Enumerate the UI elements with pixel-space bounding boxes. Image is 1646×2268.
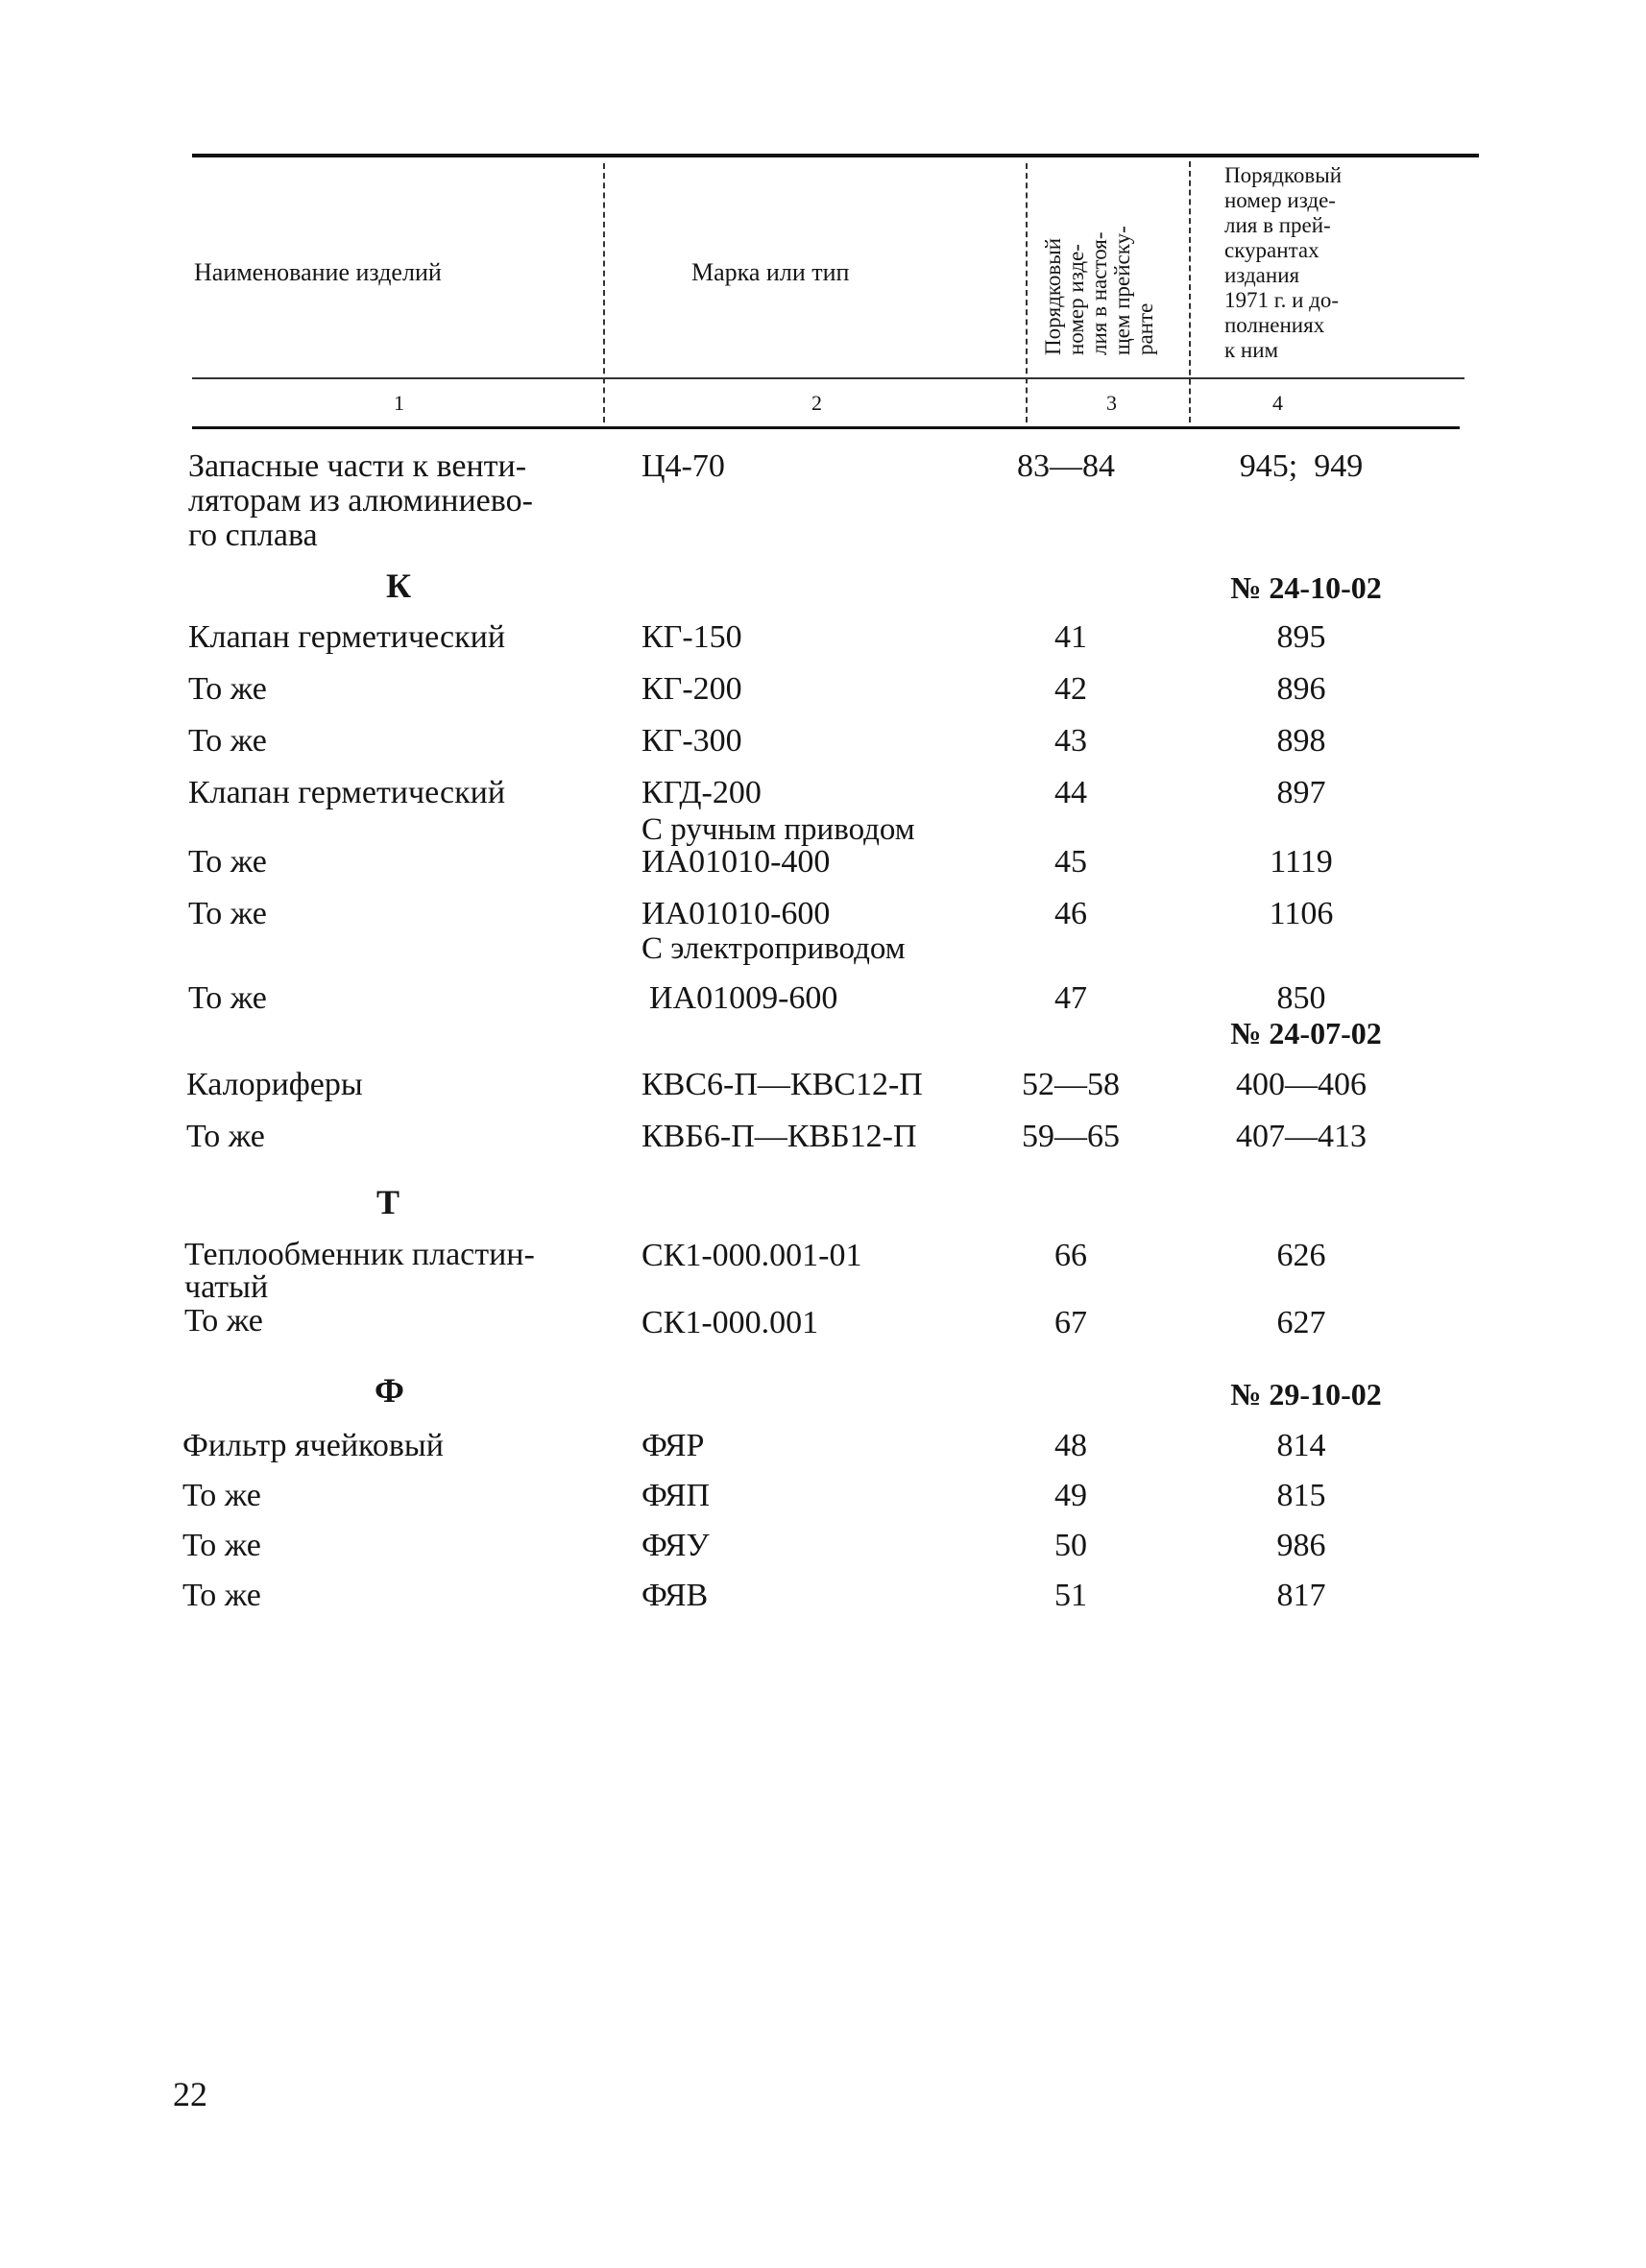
row-name: Клапан герметический (188, 775, 506, 810)
row-previous-number: 1106 (1269, 896, 1334, 931)
row-name: То же (182, 1478, 261, 1513)
row-number: 45 (1054, 844, 1087, 880)
row-previous-number: 945; 949 (1239, 448, 1364, 484)
row-previous-number: 815 (1276, 1478, 1326, 1513)
header-separator-3 (1189, 161, 1191, 422)
row-mark: ФЯУ (641, 1528, 710, 1563)
row-number: 52—58 (1022, 1067, 1120, 1102)
row-mark: ИА01010-600 (641, 896, 831, 931)
row-name: То же (184, 1303, 263, 1339)
row-name: То же (188, 896, 267, 931)
row-previous-number: 814 (1276, 1428, 1326, 1463)
row-name: Теплообменник пластин- чатый (184, 1237, 535, 1305)
row-number: 43 (1054, 723, 1087, 759)
price-list-number: № 24-10-02 (1230, 570, 1382, 605)
row-number: 47 (1054, 980, 1087, 1016)
row-previous-number: 1119 (1270, 844, 1333, 880)
column-number-4: 4 (1272, 391, 1283, 415)
column-number-2: 2 (811, 391, 822, 415)
row-previous-number: 896 (1276, 671, 1326, 707)
row-previous-number: 986 (1276, 1528, 1326, 1563)
row-name: То же (188, 671, 267, 707)
page-number: 22 (173, 2075, 207, 2113)
row-name: То же (182, 1528, 261, 1563)
header-col3: Порядковый номер изде- лия в настоя- щем прейску- ранте (1041, 226, 1157, 355)
row-name: То же (188, 723, 267, 759)
row-previous-number: 817 (1276, 1578, 1326, 1613)
row-mark: КГ-200 (641, 671, 742, 707)
section-letter: К (386, 567, 412, 605)
header-top-rule (192, 154, 1479, 157)
row-number: 83—84 (1017, 448, 1115, 484)
row-previous-number: 407—413 (1236, 1119, 1367, 1154)
price-list-number: № 29-10-02 (1230, 1377, 1382, 1411)
header-separator-2 (1026, 163, 1028, 422)
row-mark: КВС6-П—КВС12-П (641, 1067, 923, 1102)
row-number: 42 (1054, 671, 1087, 707)
row-number: 67 (1054, 1305, 1087, 1340)
row-mark: СК1-000.001-01 (641, 1238, 862, 1273)
column-number-3: 3 (1106, 391, 1117, 415)
row-name: Клапан герметический (188, 619, 506, 655)
header-separator-1 (603, 163, 605, 422)
row-number: 46 (1054, 896, 1087, 931)
drive-type-caption: С электроприводом (641, 931, 906, 966)
row-mark: КГ-300 (641, 723, 742, 759)
row-number: 41 (1054, 619, 1087, 655)
row-mark: Ц4-70 (641, 448, 725, 484)
header-bottom-rule (192, 377, 1464, 379)
row-name: Фильтр ячейковый (182, 1428, 444, 1463)
row-mark: КГ-150 (641, 619, 742, 655)
header-col4: Порядковый номер изде- лия в прей- скурантах издания 1971 г. и до- полнениях к ним (1224, 163, 1343, 362)
header-col1: Наименование изделий (194, 258, 442, 286)
row-previous-number: 898 (1276, 723, 1326, 759)
row-previous-number: 895 (1276, 619, 1326, 655)
section-letter: Ф (375, 1371, 404, 1410)
row-mark: ФЯП (641, 1478, 711, 1513)
row-previous-number: 627 (1276, 1305, 1326, 1340)
row-mark: СК1-000.001 (641, 1305, 819, 1340)
row-mark: ФЯР (641, 1428, 705, 1463)
row-mark: ФЯВ (641, 1578, 709, 1613)
row-name: Калориферы (186, 1067, 363, 1102)
header-number-rule (192, 426, 1460, 429)
row-number: 49 (1054, 1478, 1087, 1513)
row-mark: КГД-200 (641, 775, 762, 810)
section-letter: Т (376, 1183, 400, 1221)
row-name: То же (188, 844, 267, 880)
row-number: 66 (1054, 1238, 1087, 1273)
row-name: То же (188, 980, 267, 1016)
row-number: 51 (1054, 1578, 1087, 1613)
row-previous-number: 400—406 (1236, 1067, 1367, 1102)
drive-type-caption: С ручным приводом (641, 812, 915, 847)
row-mark: КВБ6-П—КВБ12-П (641, 1119, 917, 1154)
price-list-number: № 24-07-02 (1230, 1016, 1382, 1050)
row-number: 44 (1054, 775, 1087, 810)
header-col2: Марка или тип (691, 258, 850, 286)
column-number-1: 1 (394, 391, 404, 415)
row-name: То же (182, 1578, 261, 1613)
row-previous-number: 897 (1276, 775, 1326, 810)
row-number: 48 (1054, 1428, 1087, 1463)
row-name: То же (186, 1119, 265, 1154)
row-number: 59—65 (1022, 1119, 1120, 1154)
row-mark: ИА01009-600 (649, 980, 838, 1016)
row-mark: ИА01010-400 (641, 844, 831, 880)
row-name: Запасные части к венти- ляторам из алюминиево- го сплава (188, 448, 533, 553)
row-previous-number: 850 (1276, 980, 1326, 1016)
row-number: 50 (1054, 1528, 1087, 1563)
row-previous-number: 626 (1276, 1238, 1326, 1273)
